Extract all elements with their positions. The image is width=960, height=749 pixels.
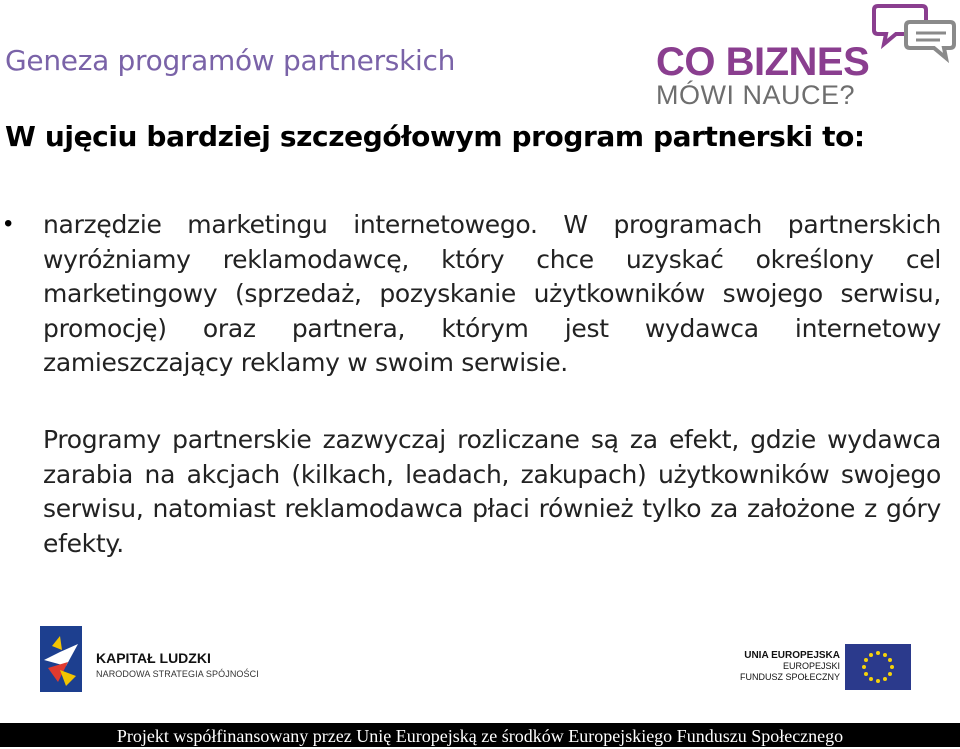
footer-banner: Projekt współfinansowany przez Unię Europejską ze środków Europejskiego Funduszu Społecznego: [0, 723, 960, 747]
eu-line-2: EUROPEJSKI: [782, 661, 840, 671]
slide-heading: W ujęciu bardziej szczegółowym program partnerski to:: [5, 120, 865, 153]
eu-flag-icon: [845, 644, 911, 690]
co-biznes-logo: [654, 0, 960, 112]
kapital-ludzki-subtitle: NARODOWA STRATEGIA SPÓJNOŚCI: [96, 669, 259, 679]
paragraph-1: narzędzie marketingu internetowego. W programach partnerskich wyróżniamy reklamodawcę, który chce uzyskać określony cel marketingowy (sprzedaż, pozyskanie użytkowników swojego serwisu, promocję) oraz partnera, którym jest wydawca internetowy zamieszczający reklamy w swoim serwisie.: [43, 210, 941, 377]
eu-line-3: FUNDUSZ SPOŁECZNY: [739, 672, 840, 682]
chat-bubbles-icon: [870, 0, 960, 70]
logo-title: CO BIZNES: [656, 40, 870, 84]
section-title: Geneza programów partnerskich: [5, 44, 456, 77]
bullet-marker: •: [4, 210, 13, 237]
logo-subtitle: MÓWI NAUCE?: [656, 80, 856, 110]
eu-line-1: UNIA EUROPEJSKA: [744, 650, 840, 661]
paragraph-2: Programy partnerskie zazwyczaj rozliczane są za efekt, gdzie wydawca zarabia na akcjach (kilkach, leadach, zakupach) użytkowników swojego serwisu, natomiast reklamodawca płaci również tylko za założone z góry efekty.: [43, 425, 941, 558]
kapital-ludzki-title: KAPITAŁ LUDZKI: [96, 650, 211, 666]
eu-label: [720, 650, 840, 683]
kapital-ludzki-emblem-icon: [38, 626, 84, 694]
